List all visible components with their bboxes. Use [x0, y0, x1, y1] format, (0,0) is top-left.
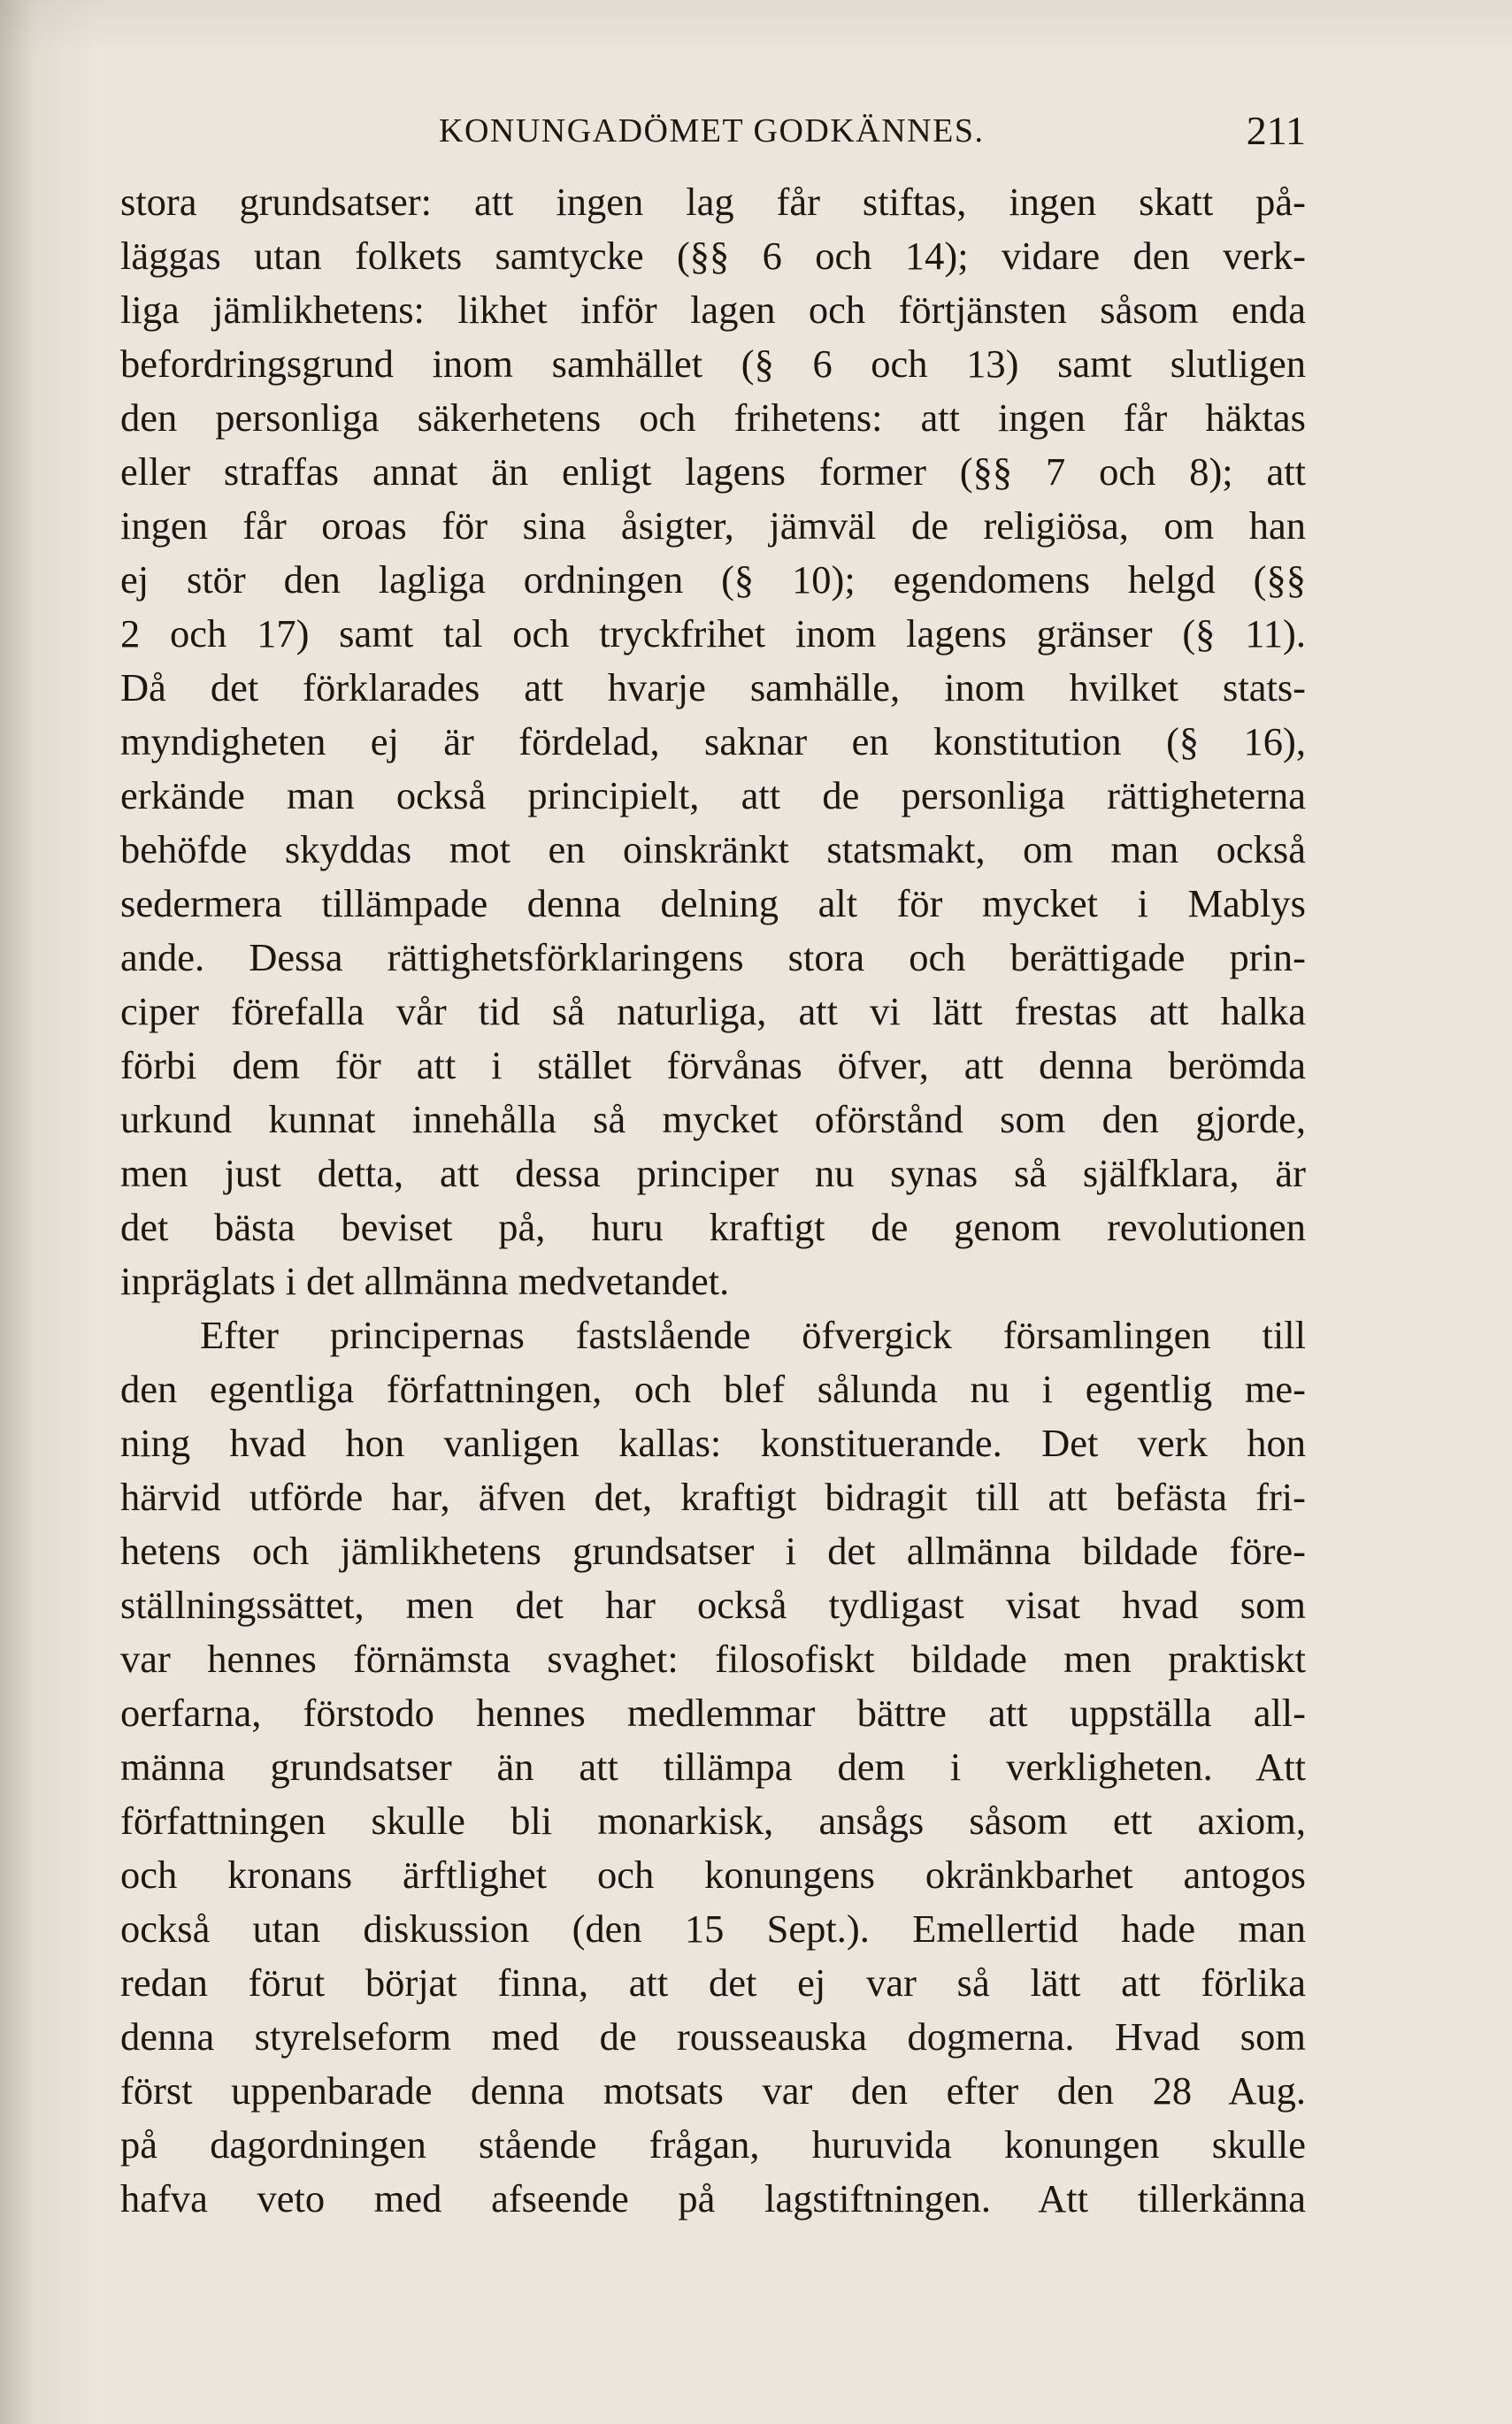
text-line: var hennes förnämsta svaghet: filosofiskt bildade men praktiskt	[120, 1637, 1306, 1681]
text-line: men just detta, att dessa principer nu synas så själfklara, är	[120, 1151, 1306, 1195]
text-line: behöfde skyddas mot en oinskränkt statsmakt, om man också	[120, 827, 1306, 871]
text-line: förbi dem för att i stället förvånas öfver, att denna berömda	[120, 1043, 1306, 1087]
text-line: liga jämlikhetens: likhet inför lagen och förtjänsten såsom enda	[120, 288, 1306, 332]
text-line: sedermera tillämpade denna delning alt för mycket i Mablys	[120, 881, 1306, 925]
text-line: denna styrelseform med de rousseauska dogmerna. Hvad som	[120, 2014, 1306, 2059]
text-line: ciper förefalla vår tid så naturliga, att vi lätt frestas att halka	[120, 989, 1306, 1033]
text-line: härvid utförde har, äfven det, kraftigt bidragit till att befästa fri-	[120, 1475, 1306, 1519]
text-line: ande. Dessa rättighetsförklaringens stora och berättigade prin-	[120, 935, 1306, 979]
running-head: KONUNGADÖMET GODKÄNNES.	[439, 112, 985, 150]
text-line: Efter principernas fastslående öfvergick församlingen till	[200, 1313, 1306, 1357]
text-line: inpräglats i det allmänna medvetandet.	[120, 1259, 730, 1303]
text-line: Då det förklarades att hvarje samhälle, inom hvilket stats-	[120, 665, 1306, 710]
text-line: eller straffas annat än enligt lagens former (§§ 7 och 8); att	[120, 449, 1306, 494]
body-text	[120, 175, 1306, 2263]
text-line: 2 och 17) samt tal och tryckfrihet inom lagens gränser (§ 11).	[120, 611, 1306, 656]
text-line: den egentliga författningen, och blef sålunda nu i egentlig me-	[120, 1367, 1306, 1411]
text-line: det bästa beviset på, huru kraftigt de genom revolutionen	[120, 1205, 1306, 1249]
text-line: hafva veto med afseende på lagstiftningen. Att tillerkänna	[120, 2176, 1306, 2221]
text-line: hetens och jämlikhetens grundsatser i det allmänna bildade före-	[120, 1529, 1306, 1573]
text-line: erkände man också principielt, att de personliga rättigheterna	[120, 773, 1306, 817]
text-line: läggas utan folkets samtycke (§§ 6 och 14); vidare den verk-	[120, 234, 1306, 278]
text-line: först uppenbarade denna motsats var den efter den 28 Aug.	[120, 2068, 1306, 2113]
text-line: ej stör den lagliga ordningen (§ 10); egendomens helgd (§§	[120, 557, 1306, 602]
text-line: redan förut börjat finna, att det ej var så lätt att förlika	[120, 1960, 1306, 2005]
text-line: och kronans ärftlighet och konungens okränkbarhet antogos	[120, 1853, 1306, 1897]
text-line: ingen får oroas för sina åsigter, jämväl de religiösa, om han	[120, 503, 1306, 548]
text-line: författningen skulle bli monarkisk, ansågs såsom ett axiom,	[120, 1799, 1306, 1843]
page-header	[120, 104, 1306, 157]
text-line: befordringsgrund inom samhället (§ 6 och 13) samt slutligen	[120, 341, 1306, 386]
text-line: också utan diskussion (den 15 Sept.). Emellertid hade man	[120, 1906, 1306, 1951]
text-line: stora grundsatser: att ingen lag får stiftas, ingen skatt på-	[120, 180, 1306, 224]
text-line: myndigheten ej är fördelad, saknar en konstitution (§ 16),	[120, 719, 1306, 763]
text-line: urkund kunnat innehålla så mycket oförstånd som den gjorde,	[120, 1097, 1306, 1141]
text-line: den personliga säkerhetens och frihetens: att ingen får häktas	[120, 395, 1306, 440]
page-number: 211	[1246, 108, 1306, 153]
text-line: på dagordningen stående frågan, huruvida konungen skulle	[120, 2122, 1306, 2167]
text-line: oerfarna, förstodo hennes medlemmar bättre att uppställa all-	[120, 1691, 1306, 1735]
text-line: ställningssättet, men det har också tydligast visat hvad som	[120, 1583, 1306, 1627]
text-line: ning hvad hon vanligen kallas: konstituerande. Det verk hon	[120, 1421, 1306, 1465]
text-line: männa grundsatser än att tillämpa dem i verkligheten. Att	[120, 1745, 1306, 1789]
